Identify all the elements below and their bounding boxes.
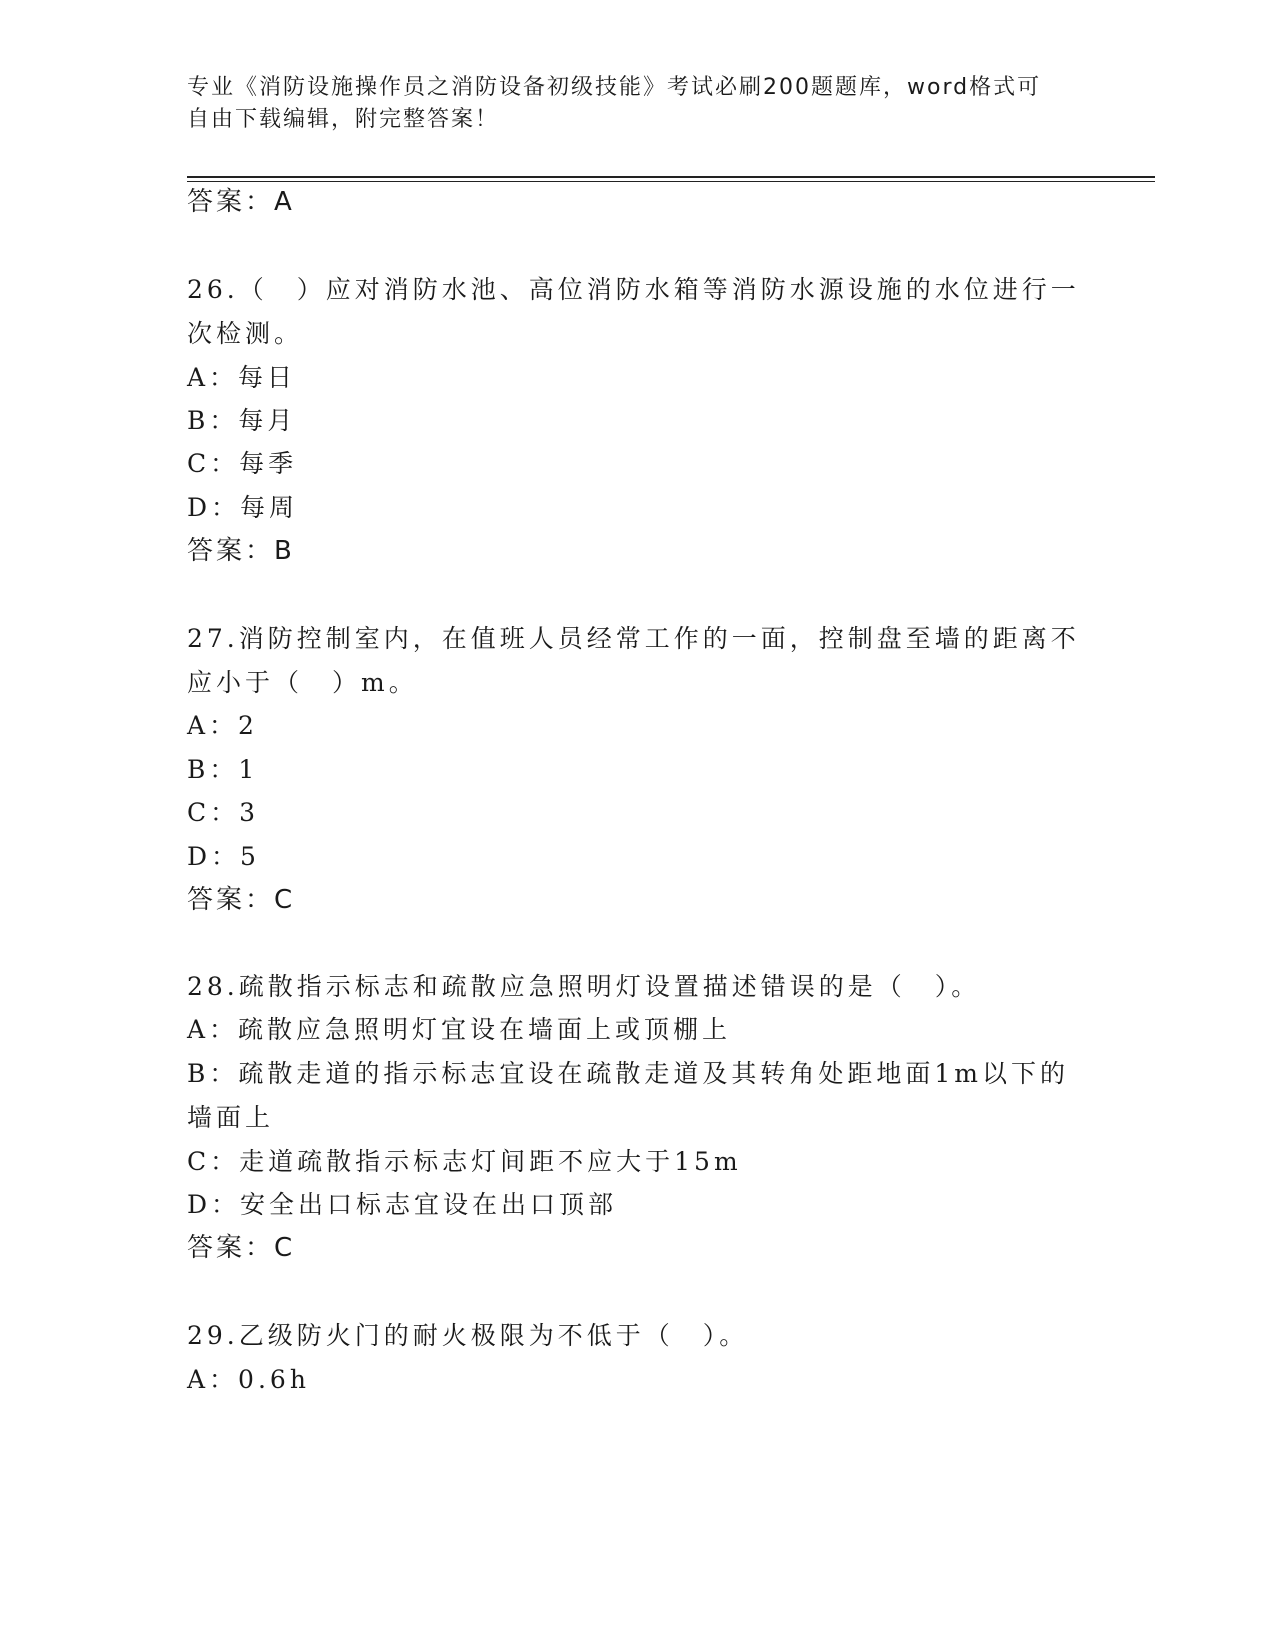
option-b: B：每月 [187,406,297,435]
option-d: D：每周 [187,493,299,522]
question-stem-line: 次检测。 [187,319,304,348]
option-c: C：走道疏散指示标志灯间距不应大于15m [187,1147,742,1176]
answer-line: 答案：A [187,187,295,217]
option-b-continued: 墙面上 [187,1103,275,1132]
document-header [187,72,1067,136]
question-stem-line: 26.（ ）应对消防水池、高位消防水箱等消防水源设施的水位进行一 [187,275,1080,304]
option-a: A：每日 [187,363,297,392]
answer-line: 答案：C [187,1233,296,1263]
answer-line: 答案：B [187,536,295,566]
header-line-2: 自由下载编辑，附完整答案！ [187,107,500,132]
question-stem-line: 应小于（ ）m。 [187,668,418,697]
option-a: A：疏散应急照明灯宜设在墙面上或顶棚上 [187,1015,732,1044]
option-a: A：0.6h [187,1365,310,1394]
option-d: D：5 [187,842,260,871]
question-stem-line: 29.乙级防火门的耐火极限为不低于（ ）。 [187,1321,749,1350]
option-c: C：每季 [187,449,298,478]
option-c: C：3 [187,798,260,827]
option-a: A：2 [187,711,258,740]
header-line-1: 专业《消防设施操作员之消防设备初级技能》考试必刷200题题库，word格式可 [187,75,1042,100]
header-rule-thick [187,176,1155,178]
answer-line: 答案：C [187,885,296,915]
option-b: B：1 [187,755,259,784]
header-rule-thin [187,181,1155,182]
question-stem-line: 27.消防控制室内，在值班人员经常工作的一面，控制盘至墙的距离不 [187,624,1080,653]
option-b: B：疏散走道的指示标志宜设在疏散走道及其转角处距地面1m以下的 [187,1059,1069,1088]
question-stem-line: 28.疏散指示标志和疏散应急照明灯设置描述错误的是（ ）。 [187,972,981,1001]
option-d: D：安全出口标志宜设在出口顶部 [187,1190,618,1219]
